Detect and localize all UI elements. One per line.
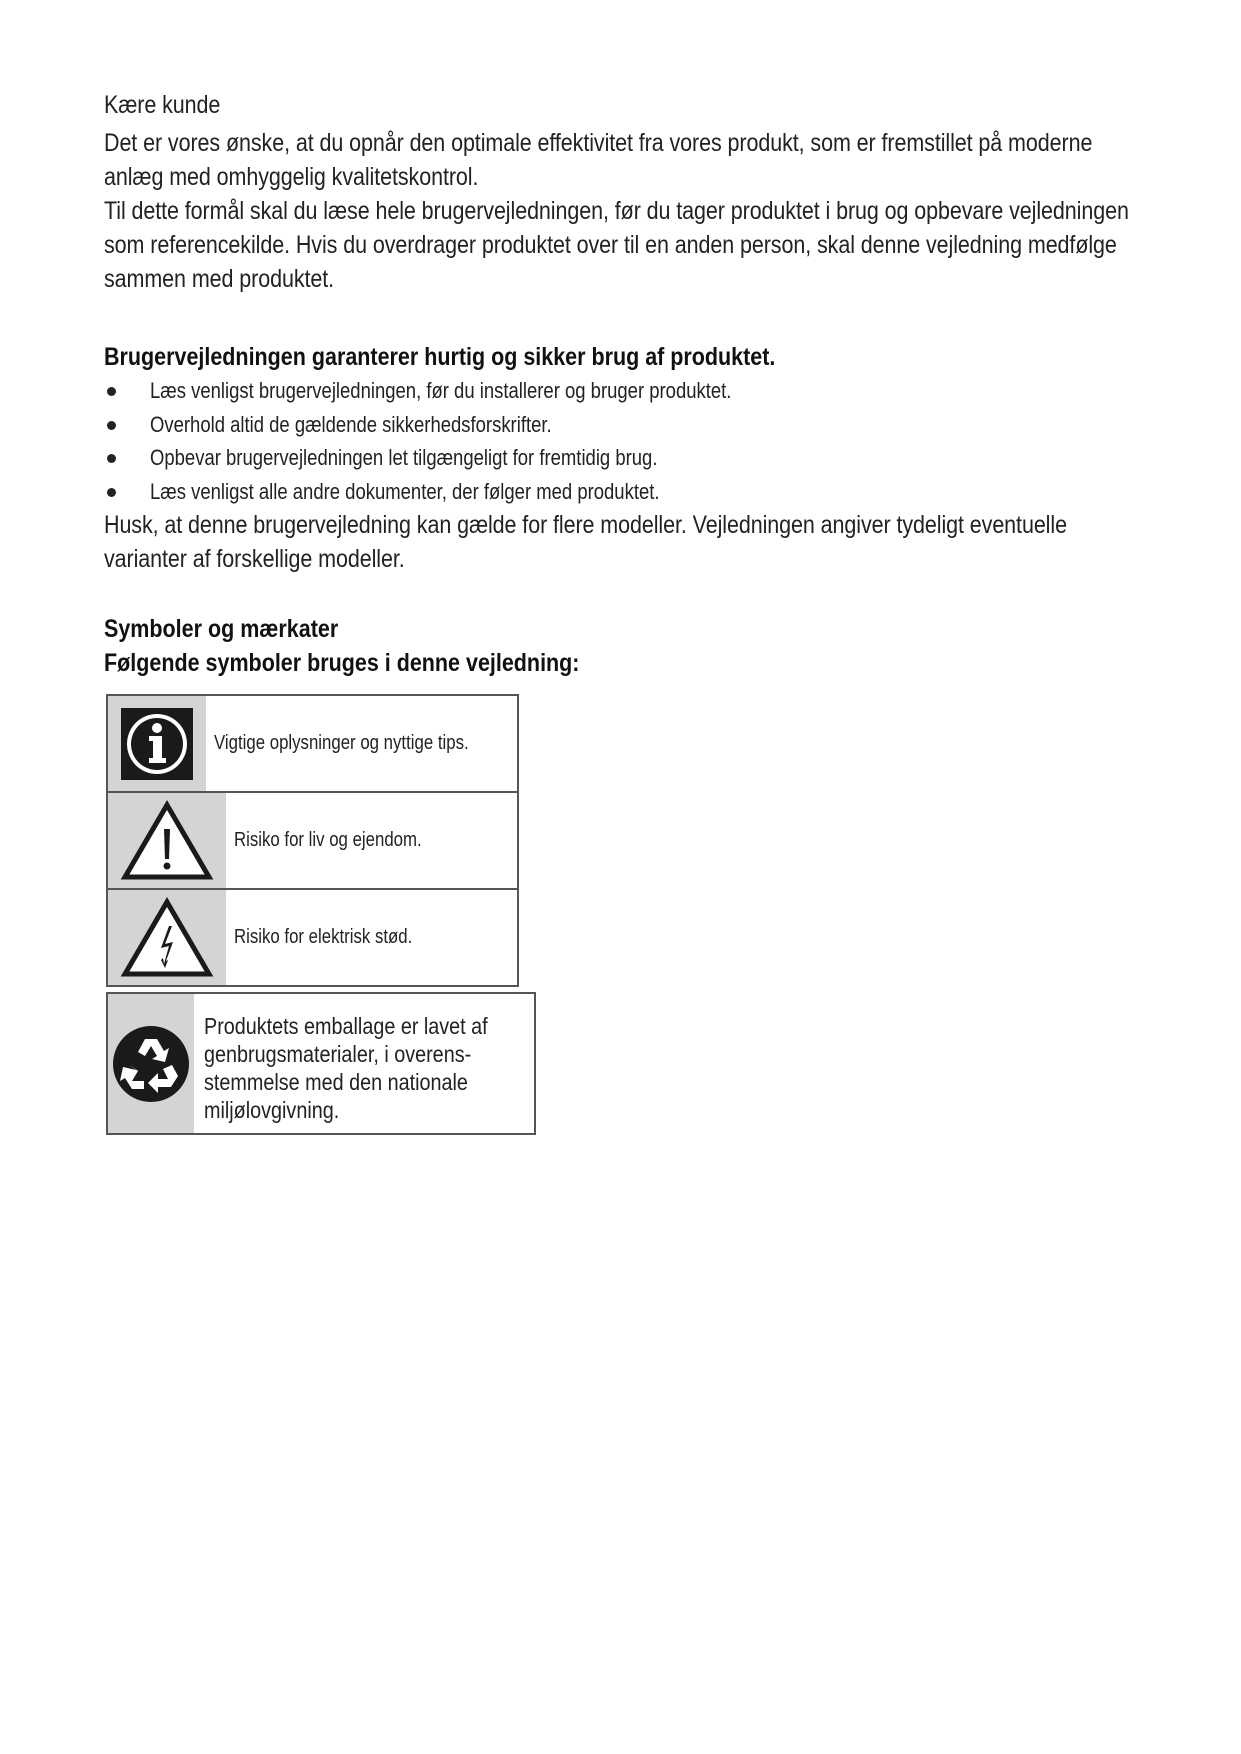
- list-item: Opbevar brugervejledningen let tilgængeligt for fremtidig brug.: [104, 441, 1144, 475]
- symbol-description: Vigtige oplysninger og nyttige tips.: [213, 732, 469, 754]
- guide-note: Husk, at denne brugervejledning kan gælde for flere modeller. Vejledningen angiver tydeligt eventuelle varianter af forskellige modeller.: [104, 511, 1067, 573]
- recycle-notice: [106, 992, 536, 1135]
- list-item: Læs venligst brugervejledningen, før du installerer og bruger produktet.: [104, 374, 1144, 408]
- symbols-heading: Symboler og mærkater: [104, 615, 339, 643]
- symbols-table: [106, 694, 519, 987]
- list-item: Overhold altid de gældende sikkerhedsforskrifter.: [104, 408, 1144, 442]
- list-item: Læs venligst alle andre dokumenter, der følger med produktet.: [104, 475, 1144, 509]
- greeting: Kære kunde: [104, 91, 221, 119]
- document-body: [104, 88, 1144, 680]
- warning-icon: [119, 799, 215, 883]
- bullet-icon: [107, 387, 116, 396]
- table-row: [108, 890, 517, 985]
- symbol-description: Risiko for elektrisk stød.: [234, 926, 413, 948]
- electric-shock-icon: [119, 896, 215, 980]
- bullet-icon: [107, 488, 116, 497]
- recycle-line: Produktets emballage er lavet af: [204, 1013, 488, 1039]
- info-icon: [121, 708, 193, 780]
- intro-paragraph-2: Til dette formål skal du læse hele brugervejledningen, før du tager produktet i brug og opbevare vejledningen som referencekilde. Hvis du overdrager produktet over til en anden person, skal denne vejledning medfølge sammen med produktet.: [104, 197, 1129, 293]
- symbols-subheading: Følgende symboler bruges i denne vejledning:: [104, 649, 580, 677]
- guide-bullet-list: [104, 374, 1144, 508]
- symbol-description: Risiko for liv og ejendom.: [234, 829, 422, 851]
- recycle-line: miljølovgivning.: [204, 1097, 340, 1123]
- recycle-icon: [112, 1025, 190, 1103]
- table-row: [108, 793, 517, 890]
- bullet-icon: [107, 421, 116, 430]
- recycle-line: genbrugsmaterialer, i overens-: [204, 1041, 472, 1067]
- intro-paragraph-1: Det er vores ønske, at du opnår den optimale effektivitet fra vores produkt, som er fremstillet på moderne anlæg med omhyggelig kvalitetskontrol.: [104, 129, 1093, 191]
- bullet-icon: [107, 454, 116, 463]
- recycle-line: stemmelse med den nationale: [204, 1069, 469, 1095]
- guide-heading: Brugervejledningen garanterer hurtig og sikker brug af produktet.: [104, 343, 776, 371]
- table-row: [108, 696, 517, 793]
